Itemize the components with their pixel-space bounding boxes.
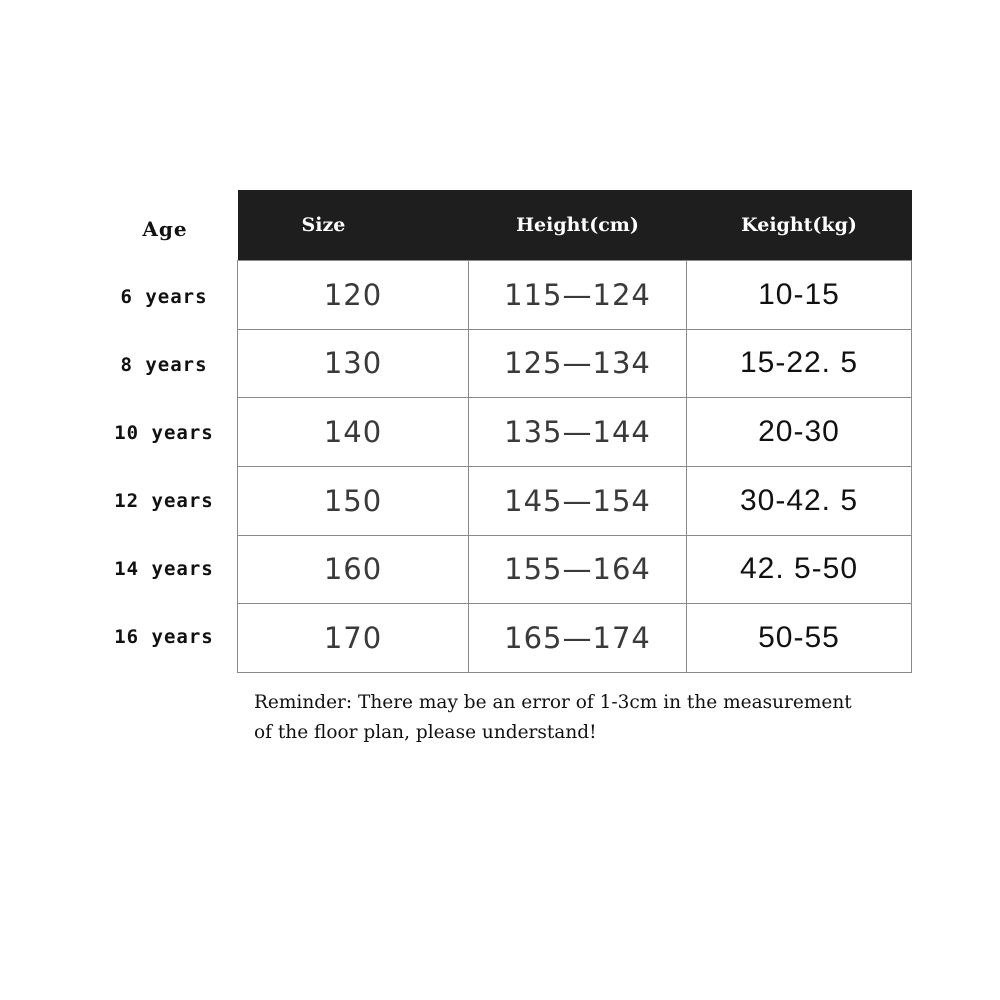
height-cell: 125—134 bbox=[469, 329, 687, 398]
age-label: 10 years bbox=[114, 422, 214, 444]
size-chart-table bbox=[237, 190, 912, 673]
reminder-line: Reminder: There may be an error of 1-3cm in the measurement bbox=[254, 692, 852, 713]
table-row bbox=[238, 535, 912, 604]
height-cell: 155—164 bbox=[469, 535, 687, 604]
table-row bbox=[238, 261, 912, 330]
size-cell: 140 bbox=[238, 398, 469, 467]
weight-column-header: Keight(kg) bbox=[687, 190, 912, 261]
weight-cell: 42. 5-50 bbox=[687, 535, 912, 604]
age-column-header: Age bbox=[142, 217, 188, 241]
reminder-line: of the floor plan, please understand! bbox=[254, 722, 597, 743]
table-header-row bbox=[238, 190, 912, 261]
age-column bbox=[108, 260, 220, 668]
measurement-reminder bbox=[254, 688, 954, 748]
height-column-header: Height(cm) bbox=[469, 190, 687, 261]
height-cell: 135—144 bbox=[469, 398, 687, 467]
table-row bbox=[238, 466, 912, 535]
age-label: 6 years bbox=[120, 286, 208, 308]
weight-cell: 15-22. 5 bbox=[687, 329, 912, 398]
age-label: 12 years bbox=[114, 490, 214, 512]
weight-cell: 10-15 bbox=[687, 261, 912, 330]
size-cell: 150 bbox=[238, 466, 469, 535]
weight-cell: 20-30 bbox=[687, 398, 912, 467]
table-row bbox=[238, 604, 912, 673]
size-column-header: Size bbox=[238, 190, 469, 261]
weight-cell: 30-42. 5 bbox=[687, 466, 912, 535]
table-row bbox=[238, 398, 912, 467]
age-label: 14 years bbox=[114, 558, 214, 580]
age-label: 16 years bbox=[114, 626, 214, 648]
height-cell: 145—154 bbox=[469, 466, 687, 535]
size-cell: 120 bbox=[238, 261, 469, 330]
age-label: 8 years bbox=[120, 354, 208, 376]
size-cell: 160 bbox=[238, 535, 469, 604]
size-cell: 130 bbox=[238, 329, 469, 398]
table-row bbox=[238, 329, 912, 398]
size-cell: 170 bbox=[238, 604, 469, 673]
weight-cell: 50-55 bbox=[687, 604, 912, 673]
height-cell: 165—174 bbox=[469, 604, 687, 673]
height-cell: 115—124 bbox=[469, 261, 687, 330]
